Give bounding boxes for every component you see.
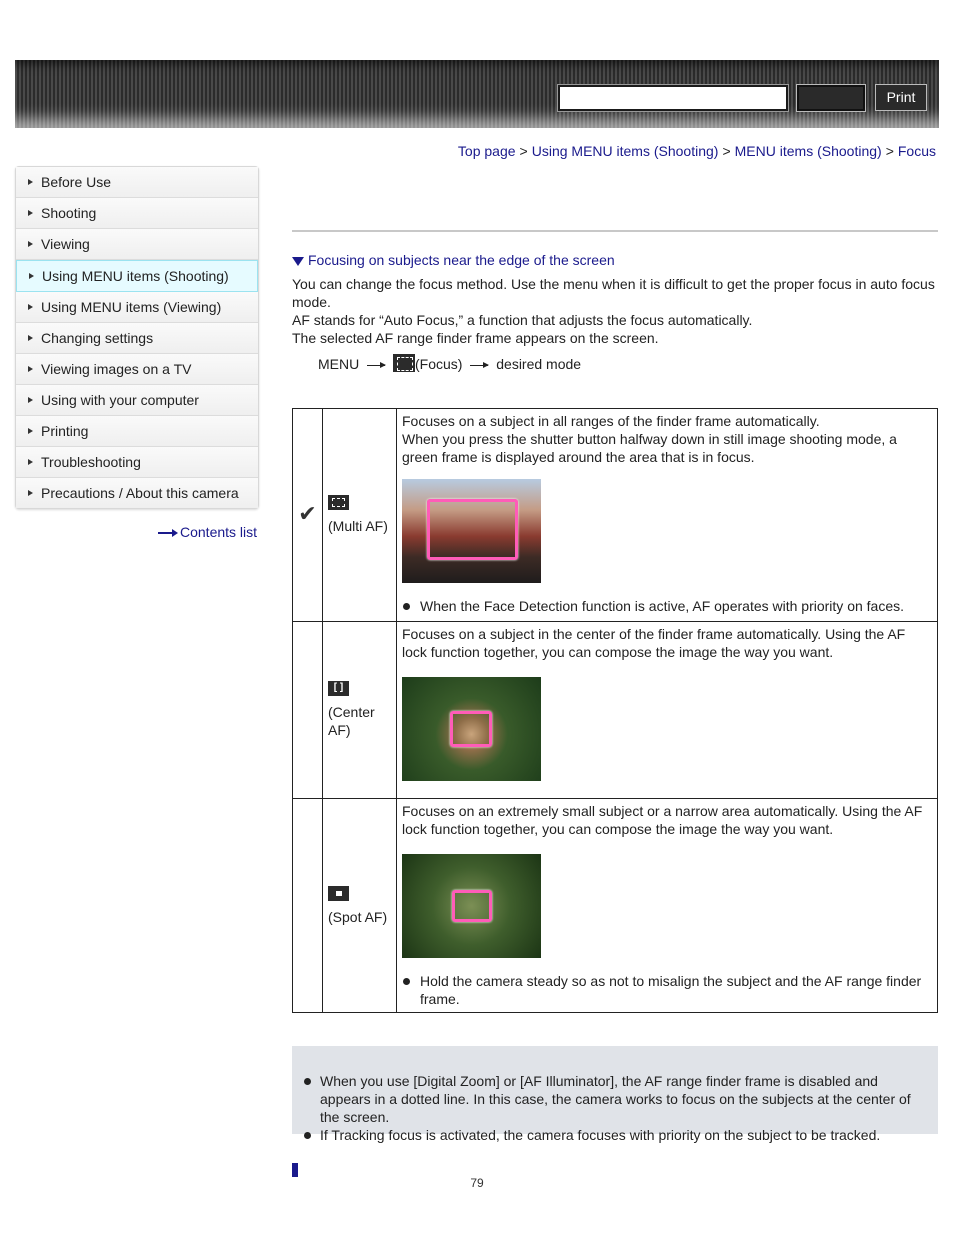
sidebar-item-label: Using MENU items (Viewing): [41, 299, 222, 315]
triangle-right-icon: [28, 210, 33, 216]
default-cell: [293, 799, 323, 1013]
mode-note: When the Face Detection function is active, AF operates with priority on faces.: [402, 597, 933, 615]
breadcrumb-using-menu-shooting[interactable]: Using MENU items (Shooting): [531, 143, 719, 159]
center-af-icon: [328, 681, 349, 696]
default-cell: [293, 622, 323, 799]
triangle-right-icon: [28, 179, 33, 185]
intro-paragraph: The selected AF range finder frame appears on the screen.: [292, 330, 659, 346]
table-row: [293, 409, 938, 622]
intro-text: [292, 275, 938, 347]
focus-modes-table: [292, 408, 938, 1013]
mode-name-cell: [323, 799, 397, 1013]
contents-list-label: Contents list: [180, 524, 258, 540]
sidebar-item-computer[interactable]: [16, 385, 258, 416]
mode-name-cell: [323, 622, 397, 799]
triangle-right-icon: [28, 490, 33, 496]
triangle-right-icon: [28, 459, 33, 465]
mode-note: Hold the camera steady so as not to misalign the subject and the AF range finder frame.: [402, 972, 933, 1008]
sidebar-item-using-menu-viewing[interactable]: [16, 292, 258, 323]
af-frame: [452, 890, 492, 922]
section-heading-link[interactable]: [292, 252, 615, 268]
note-item: If Tracking focus is activated, the camera focuses with priority on the subject to be tracked.: [320, 1126, 930, 1144]
triangle-down-icon: [292, 257, 304, 266]
default-cell: [293, 409, 323, 622]
sidebar-item-precautions[interactable]: [16, 478, 258, 508]
sidebar-item-label: Viewing images on a TV: [41, 361, 192, 377]
multi-af-example-image: [402, 479, 541, 583]
breadcrumb-separator: >: [722, 143, 731, 159]
spot-af-example-image: [402, 854, 541, 958]
mode-description-cell: [397, 622, 938, 799]
breadcrumb-menu-items-shooting[interactable]: MENU items (Shooting): [734, 143, 882, 159]
mode-description-cell: [397, 409, 938, 622]
sidebar-item-label: Precautions / About this camera: [41, 485, 239, 501]
print-button[interactable]: Print: [875, 84, 927, 111]
triangle-right-icon: [28, 397, 33, 403]
sidebar-item-label: Shooting: [41, 205, 97, 221]
focus-label: (Focus): [415, 356, 463, 372]
mode-description-cell: [397, 799, 938, 1013]
sidebar-item-label: Printing: [41, 423, 89, 439]
sidebar-item-before-use[interactable]: [16, 167, 258, 198]
section-heading-label: Focusing on subjects near the edge of the screen: [308, 252, 615, 268]
sidebar-nav: [15, 166, 259, 509]
table-row: [293, 799, 938, 1013]
search-input[interactable]: [558, 85, 788, 111]
notes-box: [292, 1046, 938, 1143]
checkmark-icon: ✔: [298, 501, 317, 526]
sidebar-item-label: Viewing: [41, 236, 90, 252]
sidebar-item-label: Using with your computer: [41, 392, 199, 408]
af-frame: [450, 711, 492, 747]
breadcrumb: [458, 143, 936, 159]
intro-paragraph: AF stands for “Auto Focus,” a function that adjusts the focus automatically.: [292, 312, 753, 328]
mode-description: [402, 625, 933, 661]
center-af-example-image: [402, 677, 541, 781]
mode-description: [402, 802, 933, 838]
triangle-right-icon: [28, 366, 33, 372]
breadcrumb-separator: >: [885, 143, 894, 159]
sidebar-item-using-menu-shooting[interactable]: [16, 260, 258, 292]
triangle-right-icon: [28, 335, 33, 341]
breadcrumb-top-page[interactable]: Top page: [457, 143, 516, 159]
multi-af-icon: [328, 495, 349, 510]
triangle-right-icon: [29, 273, 34, 279]
desired-mode-label: desired mode: [496, 356, 582, 372]
contents-list-link[interactable]: [158, 524, 257, 540]
sidebar-item-shooting[interactable]: [16, 198, 258, 229]
search-button[interactable]: [797, 85, 865, 111]
page-number: 79: [470, 1176, 484, 1190]
menu-path: [318, 353, 581, 375]
triangle-right-icon: [28, 304, 33, 310]
description-line: Focuses on a subject in the center of the finder frame automatically. Using the AF lock function together, you can compose the image the way you want.: [402, 626, 906, 660]
mode-name: (Spot AF): [328, 908, 388, 925]
description-line: Focuses on an extremely small subject or a narrow area automatically. Using the AF lock function together, you can compose the image the way you want.: [402, 803, 923, 837]
sidebar-item-label: Before Use: [41, 174, 112, 190]
description-line: Focuses on a subject in all ranges of the finder frame automatically.: [402, 413, 820, 429]
note-item: When you use [Digital Zoom] or [AF Illuminator], the AF range finder frame is disabled and appears in a dotted line. In this case, the camera works to focus on the subjects at the center of the screen.: [320, 1072, 930, 1126]
triangle-right-icon: [28, 241, 33, 247]
mode-name: (Multi AF): [328, 518, 388, 534]
sidebar-item-printing[interactable]: [16, 416, 258, 447]
focus-icon: [393, 354, 415, 372]
arrow-right-icon: [367, 365, 385, 366]
af-frame: [427, 499, 518, 560]
sidebar-item-label: Changing settings: [41, 330, 154, 346]
notes-list: [292, 1046, 938, 1144]
breadcrumb-focus[interactable]: Focus: [897, 143, 936, 159]
menu-label: MENU: [318, 356, 360, 372]
triangle-right-icon: [28, 428, 33, 434]
sidebar-item-changing-settings[interactable]: [16, 323, 258, 354]
sidebar-item-viewing[interactable]: [16, 229, 258, 260]
arrow-right-icon: [158, 529, 178, 537]
sidebar-item-label: Troubleshooting: [41, 454, 141, 470]
table-row: [293, 622, 938, 799]
mode-name: (Center AF): [328, 704, 375, 738]
mode-name-cell: [323, 409, 397, 622]
sidebar-item-viewing-tv[interactable]: [16, 354, 258, 385]
sidebar-item-troubleshooting[interactable]: [16, 447, 258, 478]
description-line: When you press the shutter button halfway down in still image shooting mode, a green frame is displayed around the area that is in focus.: [402, 431, 897, 465]
sidebar-item-label: Using MENU items (Shooting): [42, 268, 229, 284]
spot-af-icon: [328, 886, 349, 901]
mode-description: [402, 412, 933, 466]
page-top-marker: [292, 1163, 298, 1177]
breadcrumb-separator: >: [519, 143, 528, 159]
arrow-right-icon: [470, 365, 488, 366]
title-divider: [292, 230, 938, 232]
intro-paragraph: You can change the focus method. Use the menu when it is difficult to get the proper focus in auto focus mode.: [292, 276, 935, 310]
